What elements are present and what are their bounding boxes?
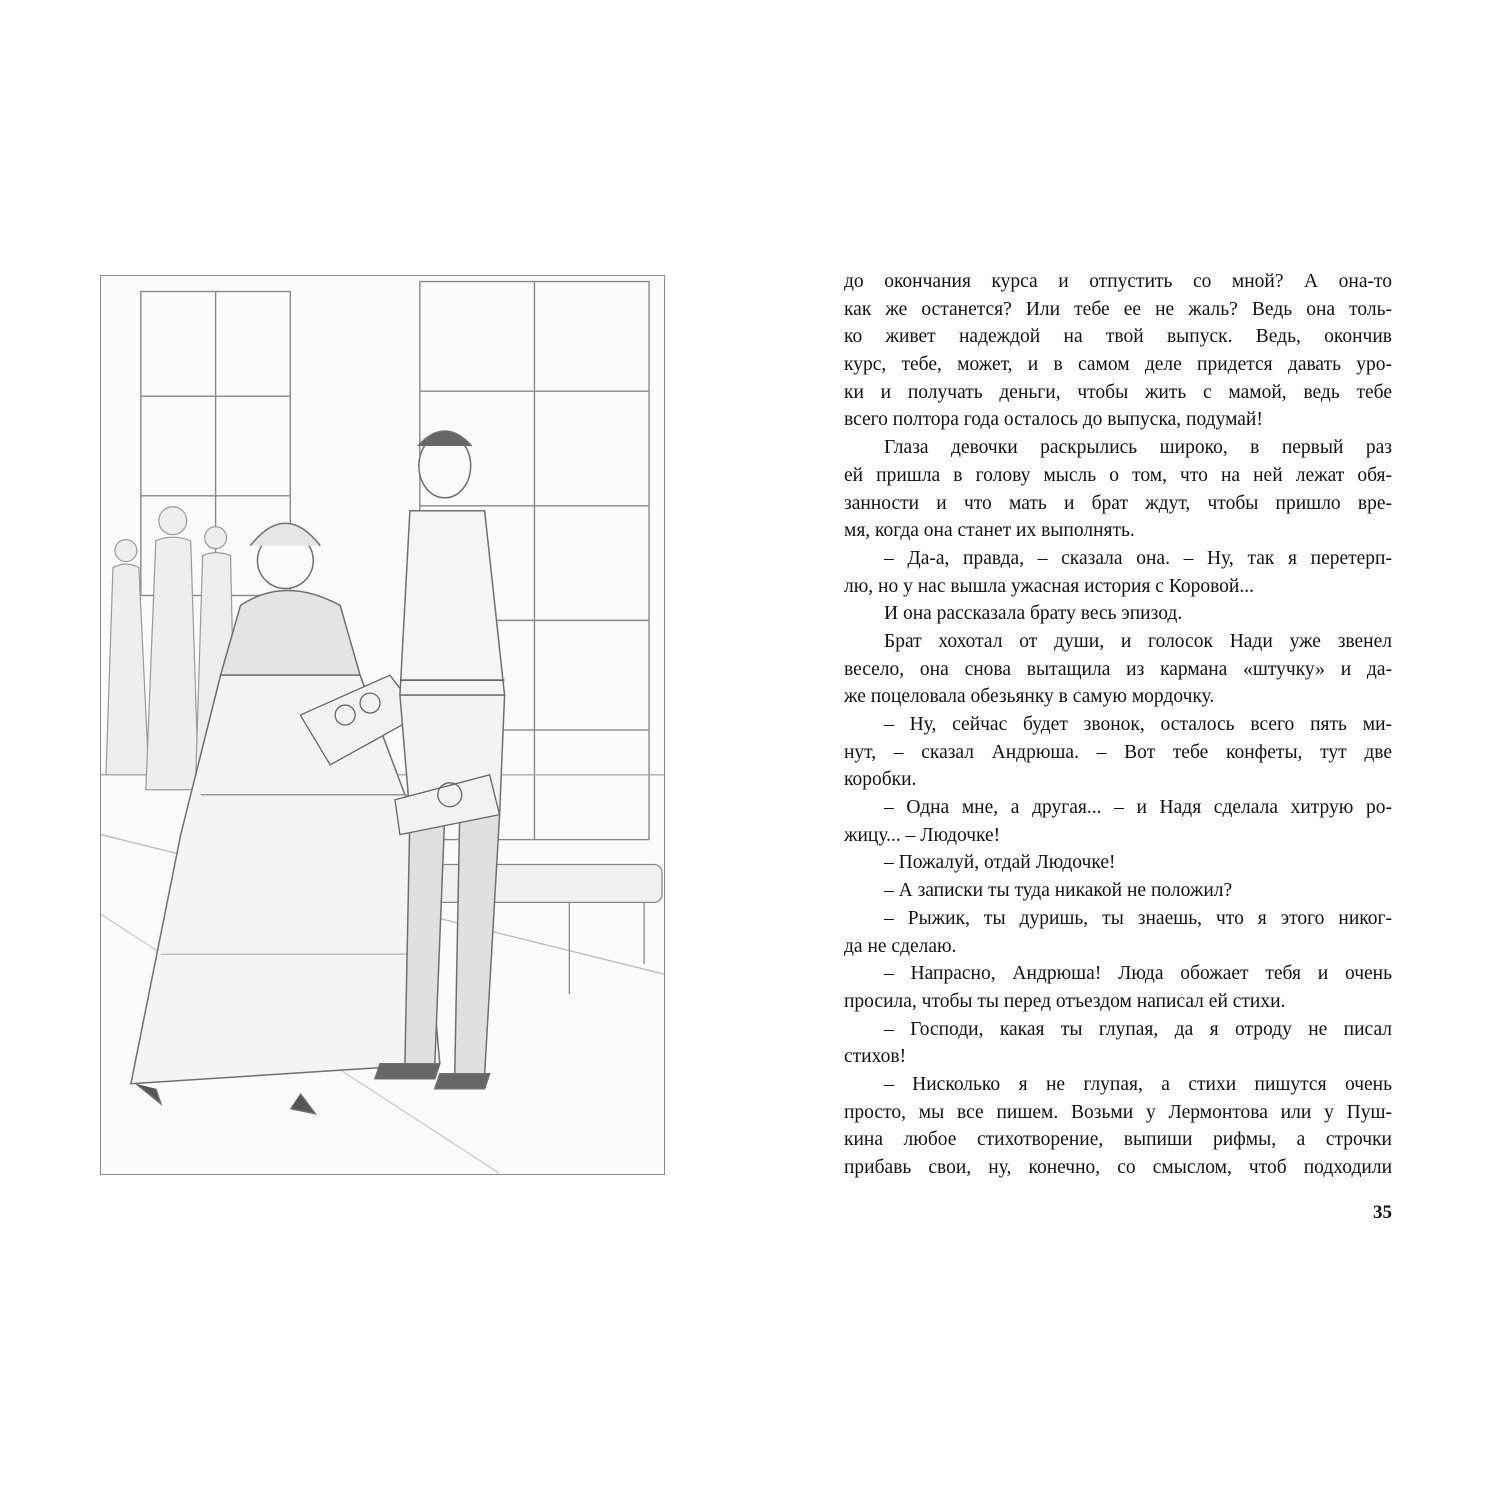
text-line: просила, чтобы ты перед отъездом написал ей стихи.: [844, 990, 1286, 1012]
text-line: ей пришла в голову мысль о том, что на ней лежат обя-: [844, 464, 1392, 486]
text-line: ки и получать деньги, чтобы жить с мамой, ведь тебе: [844, 381, 1392, 403]
text-line: до окончания курса и отпустить со мной? А она-то: [844, 271, 1392, 292]
text-line: мя, когда она станет их выполнять.: [844, 520, 1135, 542]
text-line: жицу... – Людочке!: [844, 824, 1001, 846]
text-line: нут, – сказал Андрюша. – Вот тебе конфеты, тут две: [844, 741, 1392, 763]
text-line: да не сделаю.: [844, 935, 957, 957]
text-line: – Одна мне, а другая... – и Надя сделала хитрую ро-: [884, 797, 1392, 819]
page-number: 35: [1373, 1202, 1392, 1223]
text-line: как же останется? Или тебе ее не жаль? Ведь она толь-: [844, 298, 1392, 320]
text-line: лю, но у нас вышла ужасная история с Коровой...: [844, 575, 1254, 597]
text-line: Глаза девочки раскрылись широко, в первый раз: [884, 437, 1392, 459]
text-line: – А записки ты туда никакой не положил?: [884, 880, 1233, 902]
text-line: всего полтора года осталось до выпуска, подумай!: [844, 409, 1263, 431]
text-line: же поцеловала обезьянку в самую мордочку.: [844, 686, 1215, 708]
text-line: весело, она снова вытащила из кармана «штучку» и да-: [844, 658, 1392, 680]
pencil-illustration: [100, 275, 665, 1175]
text-line: Брат хохотал от души, и голосок Нади уже звенел: [884, 630, 1392, 652]
text-line: прибавь свои, ну, конечно, со смыслом, чтоб подходили: [844, 1157, 1392, 1178]
illustration-drawing: [101, 276, 664, 1174]
text-line: – Господи, какая ты глупая, да я отроду не писал: [884, 1018, 1392, 1040]
text-line: – Ну, сейчас будет звонок, осталось всего пять ми-: [884, 714, 1392, 735]
text-line: – Напрасно, Андрюша! Люда обожает тебя и очень: [884, 963, 1392, 985]
text-line: просто, мы все пишем. Возьми у Лермонтова или у Пуш-: [844, 1101, 1392, 1123]
text-line: – Пожалуй, отдай Людочке!: [884, 852, 1116, 874]
text-line: кина любое стихотворение, выпиши рифмы, а строчки: [844, 1129, 1392, 1151]
text-line: ко живет надеждой на твой выпуск. Ведь, окончив: [844, 326, 1392, 348]
text-line: занности и что мать и брат ждут, чтобы пришло вре-: [844, 492, 1392, 514]
text-line: коробки.: [844, 769, 917, 791]
body-text: [844, 268, 1392, 1182]
text-line: – Нисколько я не глупая, а стихи пишутся очень: [884, 1073, 1392, 1095]
text-line: – Да-а, правда, – сказала она. – Ну, так я перетерп-: [884, 547, 1392, 569]
text-line: курс, тебе, может, и в самом деле придется давать уро-: [844, 354, 1392, 376]
text-line: стихов!: [844, 1046, 907, 1068]
text-line: – Рыжик, ты дуришь, ты знаешь, что я этого никог-: [884, 907, 1392, 929]
text-line: И она рассказала брату весь эпизод.: [884, 603, 1183, 625]
